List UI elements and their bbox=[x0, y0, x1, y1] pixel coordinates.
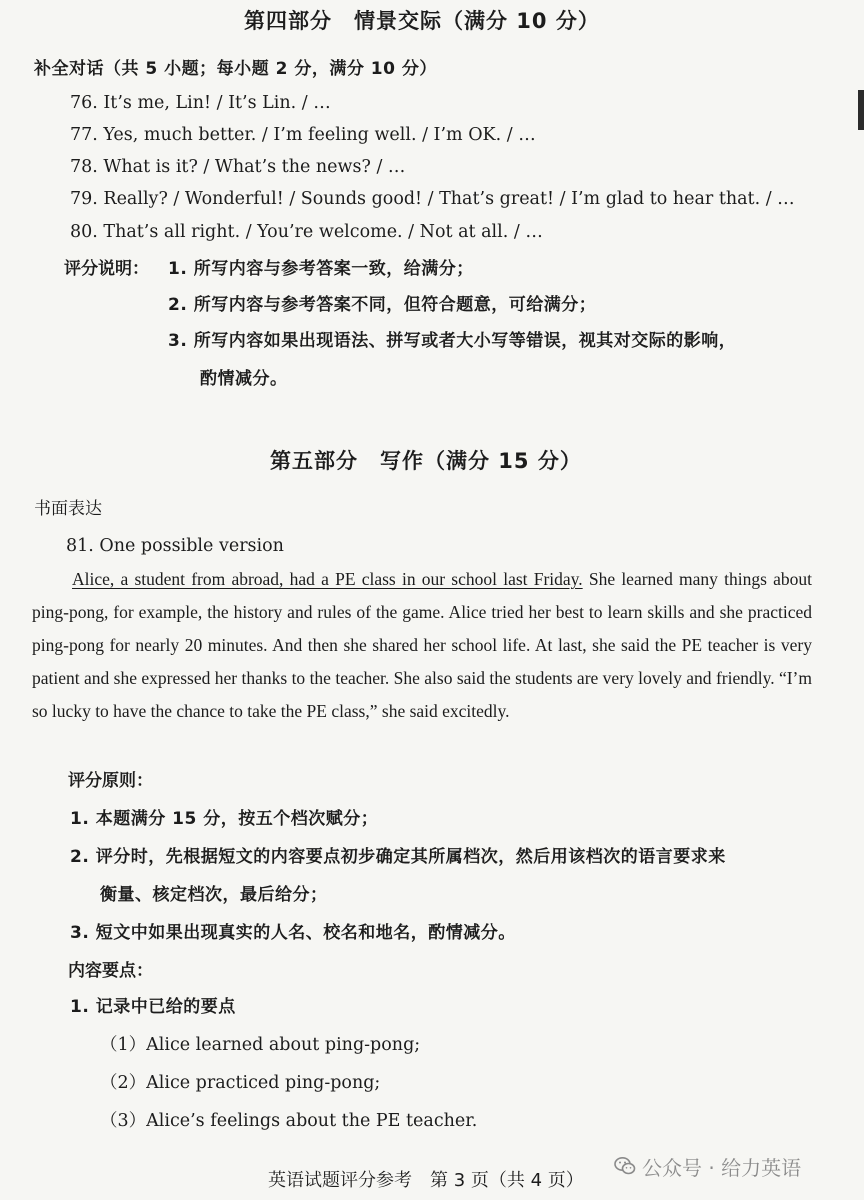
watermark bbox=[614, 1150, 801, 1182]
content-points-label: 内容要点： bbox=[68, 961, 153, 981]
model-essay bbox=[32, 563, 812, 728]
content-point-1: （1）Alice learned about ping-pong; bbox=[100, 1035, 421, 1055]
principles-label: 评分原则： bbox=[68, 771, 153, 791]
scoring-note-1: 1. 所写内容与参考答案一致，给满分； bbox=[168, 259, 474, 279]
watermark-text: 公众号 · 给力英语 bbox=[642, 1155, 802, 1180]
part5-heading: 第五部分 写作（满分 15 分） bbox=[270, 449, 582, 473]
scoring-note-2: 2. 所写内容与参考答案不同，但符合题意，可给满分； bbox=[168, 295, 597, 315]
answer-80: 80. That’s all right. / You’re welcome. / Not at all. / … bbox=[70, 222, 543, 242]
scan-edge-mark bbox=[858, 90, 864, 130]
essay-first-sentence: Alice, a student from abroad, had a PE class in our school last Friday. bbox=[72, 569, 583, 589]
principle-2: 2. 评分时，先根据短文的内容要点初步确定其所属档次，然后用该档次的语言要求来 bbox=[70, 847, 726, 867]
principle-1: 1. 本题满分 15 分，按五个档次赋分； bbox=[70, 809, 379, 829]
principle-2-cont: 衡量、核定档次，最后给分； bbox=[100, 885, 328, 905]
part4-subtitle: 补全对话（共 5 小题；每小题 2 分，满分 10 分） bbox=[34, 59, 437, 79]
part4-heading: 第四部分 情景交际（满分 10 分） bbox=[244, 9, 600, 33]
part5-subtitle: 书面表达 bbox=[34, 499, 102, 519]
answer-76: 76. It’s me, Lin! / It’s Lin. / … bbox=[70, 93, 331, 113]
scoring-notes-label: 评分说明： bbox=[64, 259, 149, 279]
content-points-intro: 1. 记录中已给的要点 bbox=[70, 997, 236, 1017]
content-point-3: （3）Alice’s feelings about the PE teacher. bbox=[100, 1111, 478, 1131]
scoring-note-3-cont: 酌情减分。 bbox=[200, 369, 288, 389]
scoring-note-3: 3. 所写内容如果出现语法、拼写或者大小写等错误，视其对交际的影响， bbox=[168, 331, 737, 351]
answer-77: 77. Yes, much better. / I’m feeling well. / I’m OK. / … bbox=[70, 125, 536, 145]
content-point-2: （2）Alice practiced ping-pong; bbox=[100, 1073, 381, 1093]
version-label: 81. One possible version bbox=[66, 536, 284, 556]
page-footer: 英语试题评分参考 第 3 页（共 4 页） bbox=[268, 1170, 584, 1191]
essay-body: She learned many things about ping-pong, for example, the history and rules of the game. Alice tried her best to learn skills and she practiced ping-pong for nearly 20 minutes. And then she shared her school life. At last, she said the PE teacher is very patient and she expressed her thanks to the teacher. She also said the students are very lovely and friendly. “I’m so lucky to have the chance to take the PE class,” she said excitedly. bbox=[32, 569, 812, 721]
wechat-icon bbox=[614, 1156, 636, 1176]
principle-3: 3. 短文中如果出现真实的人名、校名和地名，酌情减分。 bbox=[70, 923, 516, 943]
answer-79: 79. Really? / Wonderful! / Sounds good! / That’s great! / I’m glad to hear that. / … bbox=[70, 189, 795, 209]
answer-78: 78. What is it? / What’s the news? / … bbox=[70, 157, 406, 177]
